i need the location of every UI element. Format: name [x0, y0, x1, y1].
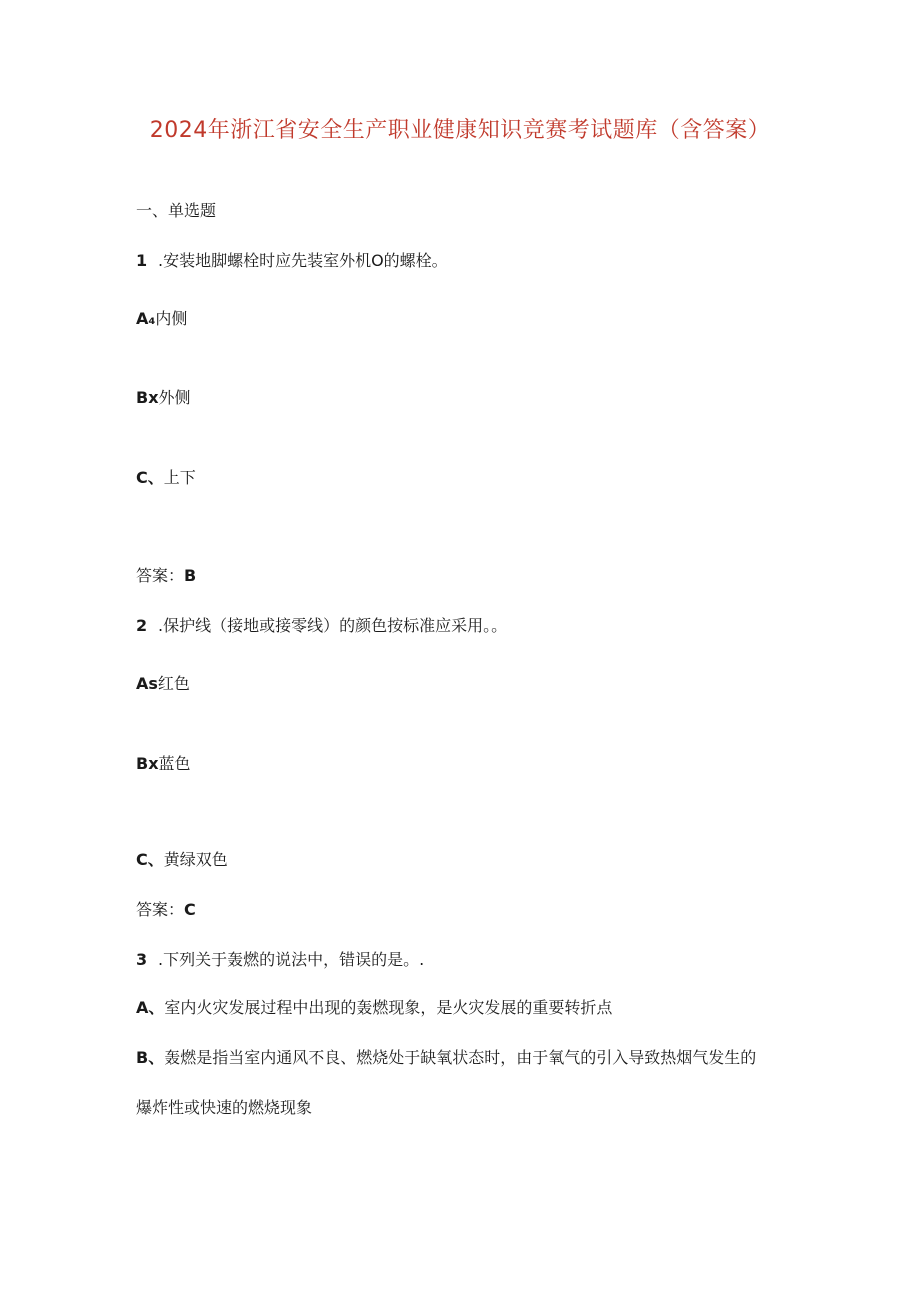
answer-label: 答案： [136, 900, 185, 919]
answer-value: C [184, 900, 196, 919]
question-2-option-c [136, 850, 228, 870]
option-label: C、 [136, 468, 164, 487]
question-1-answer [136, 566, 196, 586]
answer-label: 答案： [136, 566, 185, 585]
option-text: 黄绿双色 [163, 850, 228, 869]
question-text: .安装地脚螺栓时应先装室外机O的螺栓。 [158, 251, 448, 270]
document-title: 2024年浙江省安全生产职业健康知识竞赛考试题库（含答案） [149, 118, 771, 143]
option-label: B、 [136, 1048, 165, 1067]
option-label: C、 [136, 850, 164, 869]
option-text: 上下 [163, 468, 196, 487]
option-label: As [136, 674, 158, 693]
option-label: A₄ [136, 309, 156, 328]
option-text: 红色 [157, 674, 190, 693]
question-2 [136, 616, 507, 636]
section-heading: 一、单选题 [136, 201, 217, 220]
question-3-option-b [136, 1048, 756, 1068]
question-1 [136, 251, 448, 271]
question-2-option-b [136, 754, 191, 774]
question-3 [136, 950, 424, 970]
question-number: 2 [136, 616, 148, 635]
option-text: 室内火灾发展过程中出现的轰燃现象，是火灾发展的重要转折点 [164, 998, 613, 1017]
question-number: 1 [136, 251, 148, 270]
option-label: Bx [136, 754, 159, 773]
option-label: A、 [136, 998, 165, 1017]
question-1-option-a [136, 309, 187, 329]
question-1-option-b [136, 388, 191, 408]
question-1-option-c [136, 468, 196, 488]
question-2-option-a [136, 674, 190, 694]
option-text: 外侧 [158, 388, 191, 407]
question-3-option-a [136, 998, 612, 1018]
answer-value: B [184, 566, 197, 585]
question-text: .下列关于轰燃的说法中，错误的是。. [158, 950, 425, 969]
option-text: 内侧 [155, 309, 188, 328]
question-3-option-b-continuation: 爆炸性或快速的燃烧现象 [136, 1098, 313, 1117]
option-label: Bx [136, 388, 159, 407]
question-2-answer [136, 900, 196, 920]
option-text: 轰燃是指当室内通风不良、燃烧处于缺氧状态时，由于氧气的引入导致热烟气发生的 [164, 1048, 757, 1067]
question-text: .保护线（接地或接零线）的颜色按标准应采用。。 [158, 616, 508, 635]
option-text: 蓝色 [158, 754, 191, 773]
question-number: 3 [136, 950, 148, 969]
